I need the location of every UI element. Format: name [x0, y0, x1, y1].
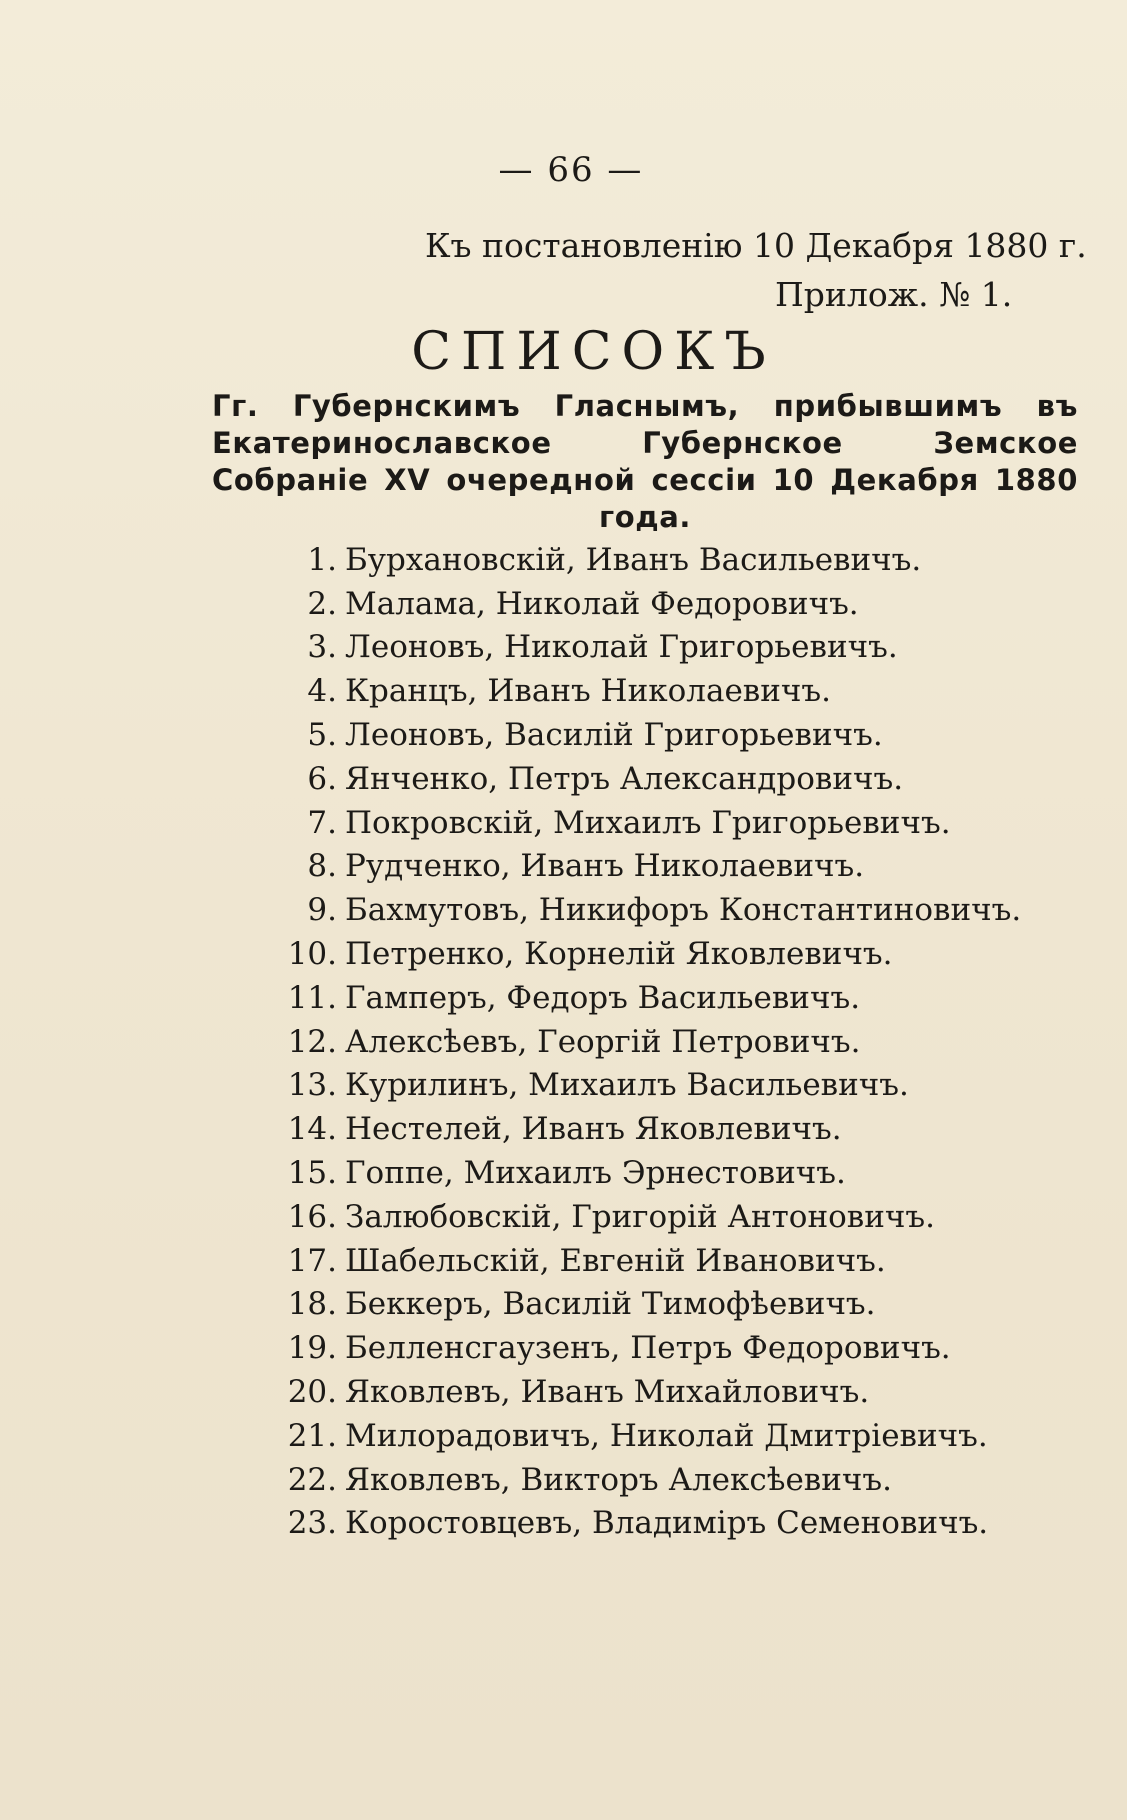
item-number: 19.	[287, 1330, 337, 1367]
list-item	[250, 1283, 1090, 1327]
list-item	[250, 1151, 1090, 1195]
list-item	[250, 1064, 1090, 1108]
member-name: Коростовцевъ, Владиміръ Семеновичъ.	[345, 1505, 989, 1542]
members-list	[250, 538, 1090, 1545]
member-name: Яковлевъ, Иванъ Михайловичъ.	[345, 1374, 870, 1411]
list-item	[250, 1414, 1090, 1458]
item-number: 23.	[287, 1505, 337, 1542]
member-name: Кранцъ, Иванъ Николаевичъ.	[345, 673, 831, 710]
member-name: Беккеръ, Василій Тимофѣевичъ.	[345, 1286, 876, 1323]
list-item	[250, 1326, 1090, 1370]
list-item	[250, 1107, 1090, 1151]
item-number: 6.	[307, 760, 337, 797]
list-item	[250, 1020, 1090, 1064]
list-item	[250, 626, 1090, 670]
item-number: 16.	[287, 1198, 337, 1235]
item-number: 17.	[287, 1242, 337, 1279]
item-number: 3.	[307, 629, 337, 666]
item-number: 4.	[307, 673, 337, 710]
item-number: 14.	[287, 1111, 337, 1148]
member-name: Залюбовскій, Григорій Антоновичъ.	[345, 1198, 935, 1235]
list-item	[250, 1239, 1090, 1283]
list-item	[250, 801, 1090, 845]
appendix-reference: Прилож. № 1.	[775, 275, 1013, 314]
member-name: Белленсгаузенъ, Петръ Федоровичъ.	[345, 1330, 951, 1367]
list-subtitle: Гг. Губернскимъ Гласнымъ, прибывшимъ въ Екатеринославское Губернское Земское Собраніе XV очередной сессіи 10 Декабря 1880 года.	[212, 389, 1078, 534]
member-name: Бахмутовъ, Никифоръ Константиновичъ.	[345, 892, 1022, 929]
list-title: СПИСОКЪ	[411, 322, 776, 382]
item-number: 12.	[287, 1023, 337, 1060]
list-item	[250, 669, 1090, 713]
page-number: — 66 —	[498, 150, 644, 190]
member-name: Покровскій, Михаилъ Григорьевичъ.	[345, 804, 951, 841]
member-name: Нестелей, Иванъ Яковлевичъ.	[345, 1111, 842, 1148]
item-number: 9.	[307, 892, 337, 929]
list-item	[250, 845, 1090, 889]
item-number: 8.	[307, 848, 337, 885]
list-item	[250, 1195, 1090, 1239]
member-name: Гамперъ, Федоръ Васильевичъ.	[345, 979, 861, 1016]
item-number: 5.	[307, 717, 337, 754]
member-name: Шабельскій, Евгеній Ивановичъ.	[345, 1242, 886, 1279]
list-item	[250, 888, 1090, 932]
member-name: Алексѣевъ, Георгій Петровичъ.	[345, 1023, 861, 1060]
member-name: Бурхановскій, Иванъ Васильевичъ.	[345, 541, 922, 578]
list-item	[250, 538, 1090, 582]
item-number: 1.	[307, 541, 337, 578]
member-name: Милорадовичъ, Николай Дмитріевичъ.	[345, 1417, 988, 1454]
item-number: 11.	[287, 979, 337, 1016]
list-item	[250, 1458, 1090, 1502]
member-name: Рудченко, Иванъ Николаевичъ.	[345, 848, 865, 885]
list-item	[250, 1370, 1090, 1414]
member-name: Леоновъ, Николай Григорьевичъ.	[345, 629, 898, 666]
item-number: 20.	[287, 1374, 337, 1411]
member-name: Яковлевъ, Викторъ Алексѣевичъ.	[345, 1461, 892, 1498]
item-number: 18.	[287, 1286, 337, 1323]
item-number: 21.	[287, 1417, 337, 1454]
member-name: Малама, Николай Федоровичъ.	[345, 585, 859, 622]
item-number: 22.	[287, 1461, 337, 1498]
list-item	[250, 976, 1090, 1020]
member-name: Гоппе, Михаилъ Эрнестовичъ.	[345, 1155, 846, 1192]
item-number: 7.	[307, 804, 337, 841]
list-item	[250, 582, 1090, 626]
item-number: 2.	[307, 585, 337, 622]
member-name: Курилинъ, Михаилъ Васильевичъ.	[345, 1067, 909, 1104]
member-name: Петренко, Корнелій Яковлевичъ.	[345, 936, 893, 973]
item-number: 15.	[287, 1155, 337, 1192]
item-number: 13.	[287, 1067, 337, 1104]
list-item	[250, 713, 1090, 757]
list-item	[250, 932, 1090, 976]
member-name: Леоновъ, Василій Григорьевичъ.	[345, 717, 883, 754]
member-name: Янченко, Петръ Александровичъ.	[345, 760, 904, 797]
resolution-reference: Къ постановленію 10 Декабря 1880 г.	[425, 226, 1087, 265]
item-number: 10.	[287, 936, 337, 973]
list-item	[250, 757, 1090, 801]
list-item	[250, 1502, 1090, 1546]
